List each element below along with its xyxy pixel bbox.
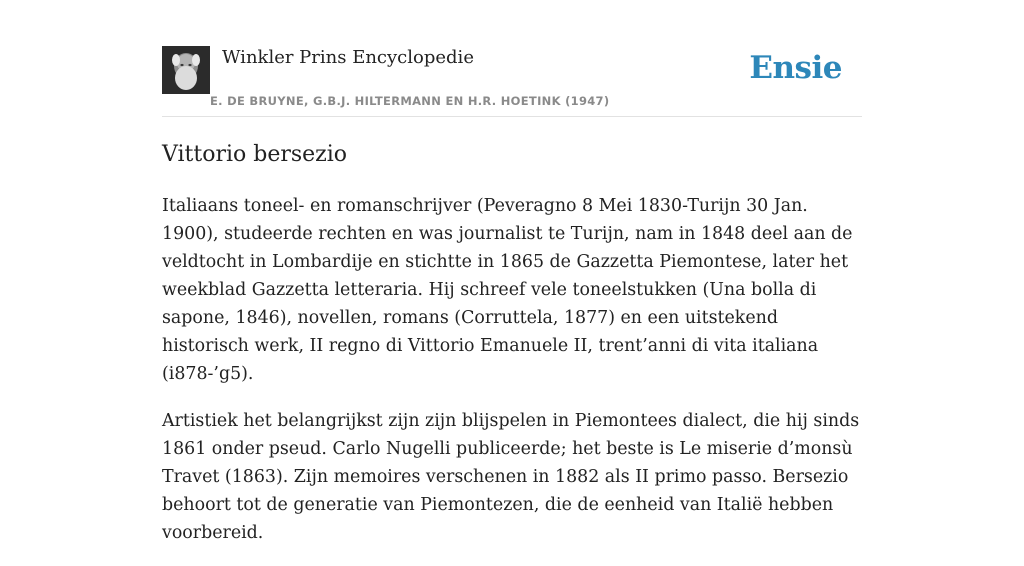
site-header bbox=[162, 46, 862, 117]
encyclopedia-title[interactable]: Winkler Prins Encyclopedie bbox=[222, 47, 474, 68]
authors-byline: E. DE BRUYNE, G.B.J. HILTERMANN EN H.R. HOETINK (1947) bbox=[210, 94, 610, 108]
brand-logo[interactable]: Ensie bbox=[749, 50, 842, 86]
portrait-image bbox=[162, 46, 210, 94]
portrait-icon[interactable] bbox=[162, 46, 210, 94]
article-title: Vittorio bersezio bbox=[162, 142, 348, 167]
article-paragraph: Italiaans toneel- en romanschrijver (Peveragno 8 Mei 1830-Turijn 30 Jan. 1900), studeerde rechten en was journalist te Turijn, nam in 1848 deel aan de veldtocht in Lombardije en stichtte in 1865 de Gazzetta Piemontese, later het weekblad Gazzetta letteraria. Hij schreef vele toneelstukken (Una bolla di sapone, 1846), novellen, romans (Corruttela, 1877) en een uitstekend historisch werk, II regno di Vittorio Emanuele II, trent’anni di vita italiana (i878-’g5). bbox=[162, 196, 853, 384]
article-paragraph: Artistiek het belangrijkst zijn zijn blijspelen in Piemontees dialect, die hij sinds 1861 onder pseud. Carlo Nugelli publiceerde; het beste is Le miserie d’monsù Travet (1863). Zijn memoires verschenen in 1882 als II primo passo. Bersezio behoort tot de generatie van Piemontezen, die de eenheid van Italië hebben voorbereid. bbox=[162, 411, 860, 543]
article-body bbox=[162, 192, 868, 566]
